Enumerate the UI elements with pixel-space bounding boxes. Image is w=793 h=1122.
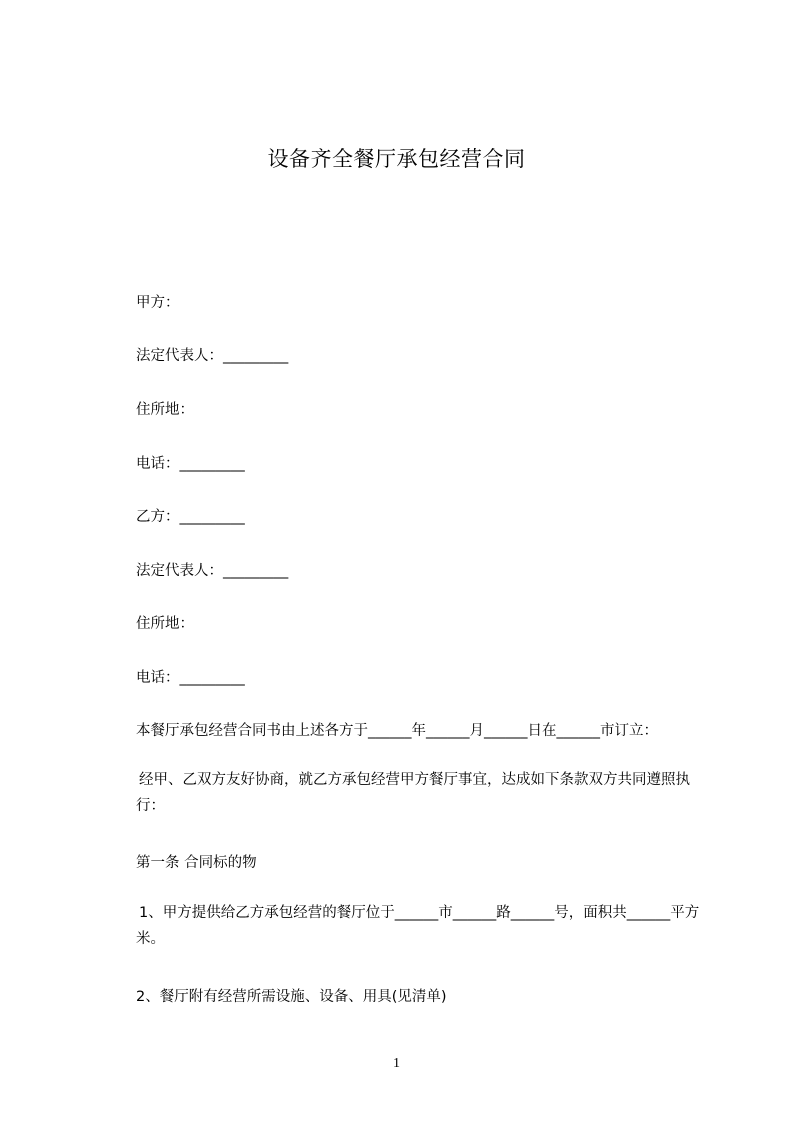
party-a-address: 住所地： [136,402,194,418]
page-number: 1 [393,1056,400,1071]
party-b-address: 住所地： [136,616,194,632]
party-b-phone: 电话：_________ [136,670,245,686]
contract-intro: 本餐厅承包经营合同书由上述各方于______年______月______日在______市订立： [136,723,658,739]
party-a-label: 甲方： [136,295,180,311]
article-1-clause-2: 2、餐厅附有经营所需设施、设备、用具(见清单) [136,989,447,1005]
party-b-legal-rep: 法定代表人：_________ [136,563,289,579]
party-a-phone: 电话：_________ [136,456,245,472]
party-b-label: 乙方：_________ [136,509,245,525]
article-1-heading: 第一条 合同标的物 [136,855,257,871]
party-a-legal-rep: 法定代表人：_________ [136,348,289,364]
contract-preamble: 经甲、乙双方友好协商，就乙方承包经营甲方餐厅事宜，达成如下条款双方共同遵照执行： [136,772,690,814]
document-title: 设备齐全餐厅承包经营合同 [267,147,526,171]
article-1-clause-1: 1、甲方提供给乙方承包经营的餐厅位于______市______路______号，面积共______平方米。 [136,905,700,947]
